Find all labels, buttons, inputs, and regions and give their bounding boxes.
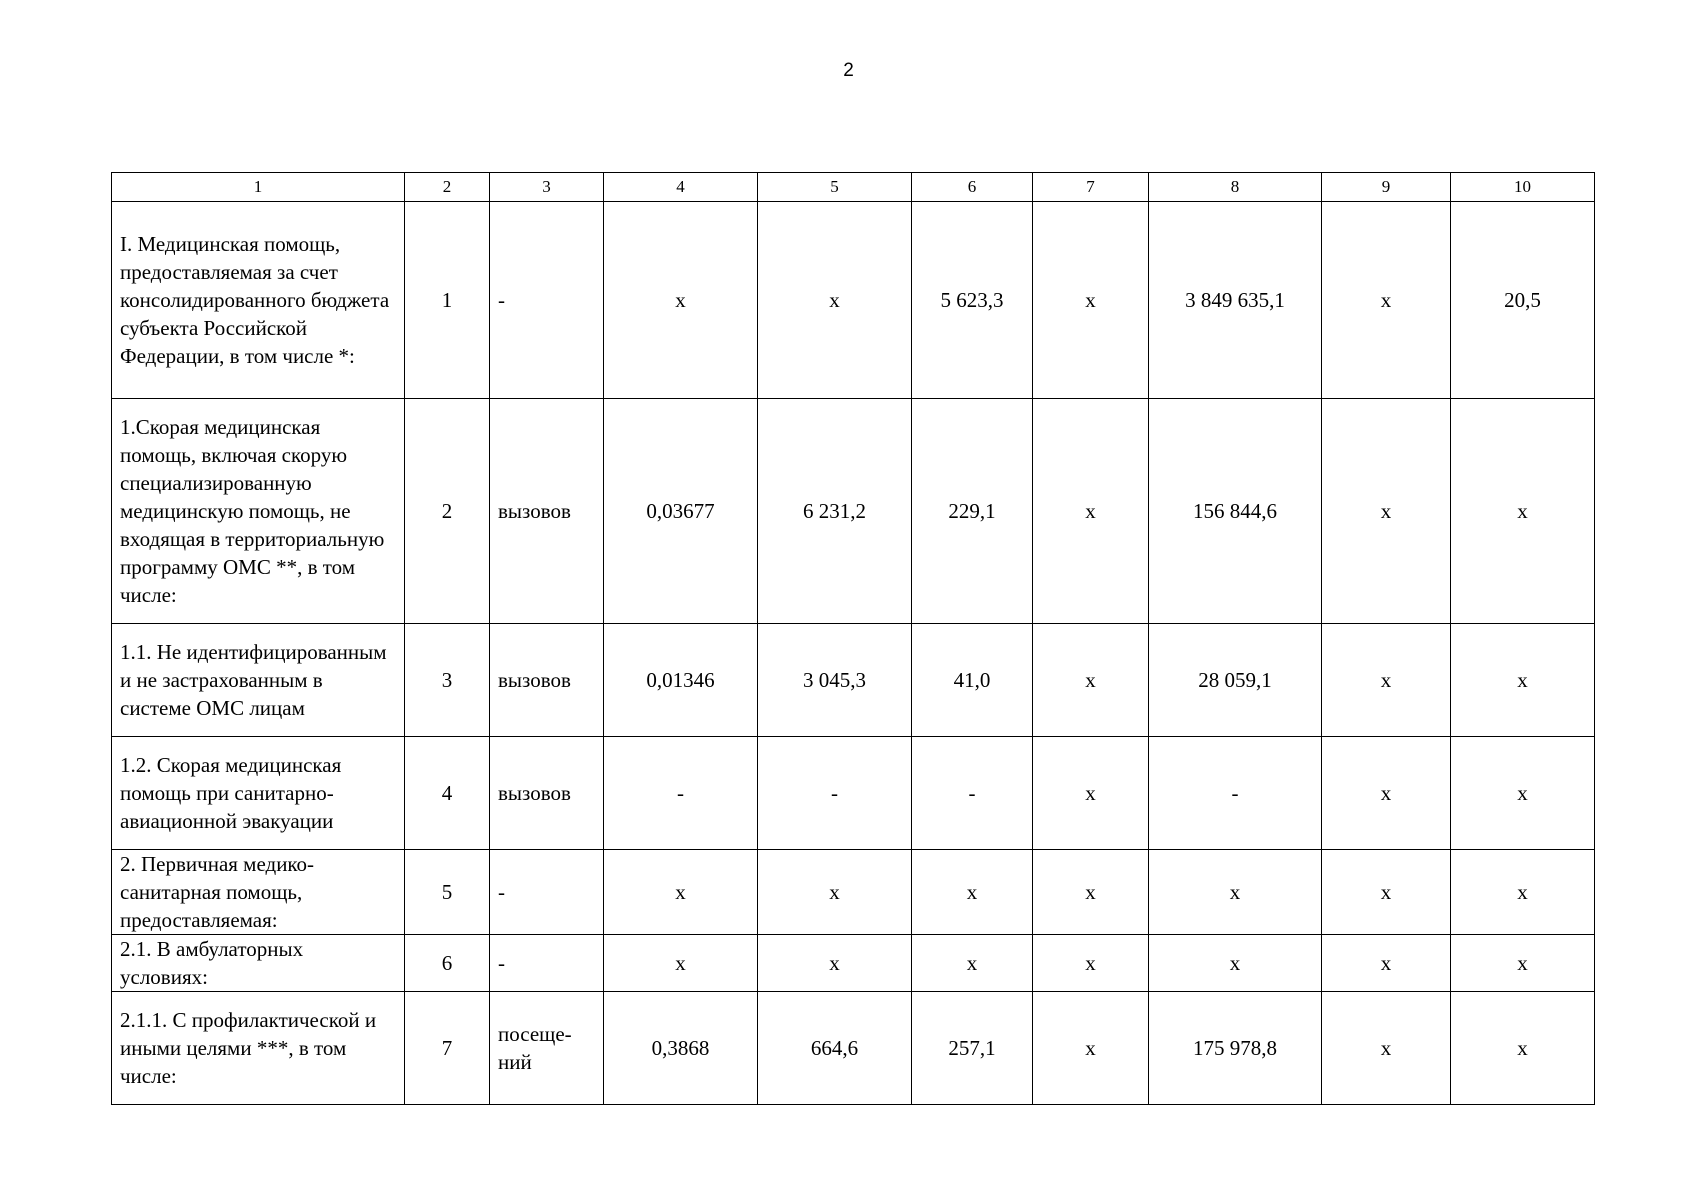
- table-cell: 156 844,6: [1149, 399, 1322, 624]
- table-cell: х: [1451, 992, 1595, 1105]
- table-cell: х: [1322, 850, 1451, 935]
- table-cell: х: [604, 202, 758, 399]
- table-cell: вызовов: [490, 399, 604, 624]
- table-cell: 3 849 635,1: [1149, 202, 1322, 399]
- table-cell: -: [912, 737, 1033, 850]
- table-cell: 5: [405, 850, 490, 935]
- table-cell: х: [1451, 850, 1595, 935]
- table-row: [112, 737, 1595, 850]
- data-table: [111, 172, 1595, 1105]
- table-cell: х: [1322, 399, 1451, 624]
- row-name: 2.1.1. С профилактической и иными целями ***, в том числе:: [112, 992, 405, 1105]
- table-cell: 7: [405, 992, 490, 1105]
- table-cell: х: [1322, 202, 1451, 399]
- table-cell: вызовов: [490, 737, 604, 850]
- table-cell: х: [912, 935, 1033, 992]
- table-cell: х: [1322, 935, 1451, 992]
- table-cell: посеще-ний: [490, 992, 604, 1105]
- table-cell: 5 623,3: [912, 202, 1033, 399]
- table-cell: х: [1033, 202, 1149, 399]
- header-row: [112, 173, 1595, 202]
- table-cell: х: [1033, 737, 1149, 850]
- table-cell: 41,0: [912, 624, 1033, 737]
- table-cell: х: [1451, 935, 1595, 992]
- table-cell: 3 045,3: [758, 624, 912, 737]
- table-cell: -: [490, 850, 604, 935]
- table-cell: х: [604, 850, 758, 935]
- column-header: 3: [490, 173, 604, 202]
- table-cell: 1: [405, 202, 490, 399]
- table-cell: х: [758, 850, 912, 935]
- table-cell: 175 978,8: [1149, 992, 1322, 1105]
- table-cell: 6: [405, 935, 490, 992]
- row-name: 2. Первичная медико-санитарная помощь, предоставляемая:: [112, 850, 405, 935]
- table-row: [112, 399, 1595, 624]
- column-header: 1: [112, 173, 405, 202]
- table-cell: х: [1033, 624, 1149, 737]
- table-cell: 0,3868: [604, 992, 758, 1105]
- table-cell: х: [1322, 992, 1451, 1105]
- table-cell: х: [1033, 992, 1149, 1105]
- column-header: 8: [1149, 173, 1322, 202]
- table-cell: -: [1149, 737, 1322, 850]
- column-header: 4: [604, 173, 758, 202]
- column-header: 7: [1033, 173, 1149, 202]
- table-cell: х: [758, 935, 912, 992]
- table-cell: 6 231,2: [758, 399, 912, 624]
- column-header: 2: [405, 173, 490, 202]
- table-cell: х: [1451, 624, 1595, 737]
- table-cell: 20,5: [1451, 202, 1595, 399]
- table-cell: х: [912, 850, 1033, 935]
- table-cell: х: [1451, 399, 1595, 624]
- table-row: [112, 935, 1595, 992]
- row-name: 1.1. Не идентифицированным и не застрахованным в системе ОМС лицам: [112, 624, 405, 737]
- table-cell: х: [1149, 850, 1322, 935]
- table-cell: х: [1033, 935, 1149, 992]
- table-cell: 229,1: [912, 399, 1033, 624]
- table-row: [112, 202, 1595, 399]
- row-name: I. Медицинская помощь, предоставляемая за счет консолидированного бюджета субъекта Российской Федерации, в том числе *:: [112, 202, 405, 399]
- table-cell: вызовов: [490, 624, 604, 737]
- table-cell: 28 059,1: [1149, 624, 1322, 737]
- table-row: [112, 850, 1595, 935]
- table-cell: 2: [405, 399, 490, 624]
- table-cell: 3: [405, 624, 490, 737]
- table-cell: х: [1322, 624, 1451, 737]
- table-row: [112, 992, 1595, 1105]
- row-name: 1.Скорая медицинская помощь, включая скорую специализированную медицинскую помощь, не входящая в территориальную программу ОМС **, в том числе:: [112, 399, 405, 624]
- table-cell: -: [490, 935, 604, 992]
- table-cell: 257,1: [912, 992, 1033, 1105]
- page-number: 2: [843, 60, 854, 81]
- table-cell: -: [490, 202, 604, 399]
- table-cell: х: [1451, 737, 1595, 850]
- table-cell: х: [1033, 399, 1149, 624]
- table-cell: х: [758, 202, 912, 399]
- column-header: 10: [1451, 173, 1595, 202]
- table-cell: 4: [405, 737, 490, 850]
- table-cell: 664,6: [758, 992, 912, 1105]
- table-cell: -: [758, 737, 912, 850]
- row-name: 1.2. Скорая медицинская помощь при санитарно-авиационной эвакуации: [112, 737, 405, 850]
- table-cell: х: [1033, 850, 1149, 935]
- table-row: [112, 624, 1595, 737]
- column-header: 9: [1322, 173, 1451, 202]
- column-header: 5: [758, 173, 912, 202]
- table-cell: х: [1149, 935, 1322, 992]
- column-header: 6: [912, 173, 1033, 202]
- table-cell: х: [1322, 737, 1451, 850]
- table-cell: 0,03677: [604, 399, 758, 624]
- table-cell: -: [604, 737, 758, 850]
- row-name: 2.1. В амбулаторных условиях:: [112, 935, 405, 992]
- table-cell: х: [604, 935, 758, 992]
- table-cell: 0,01346: [604, 624, 758, 737]
